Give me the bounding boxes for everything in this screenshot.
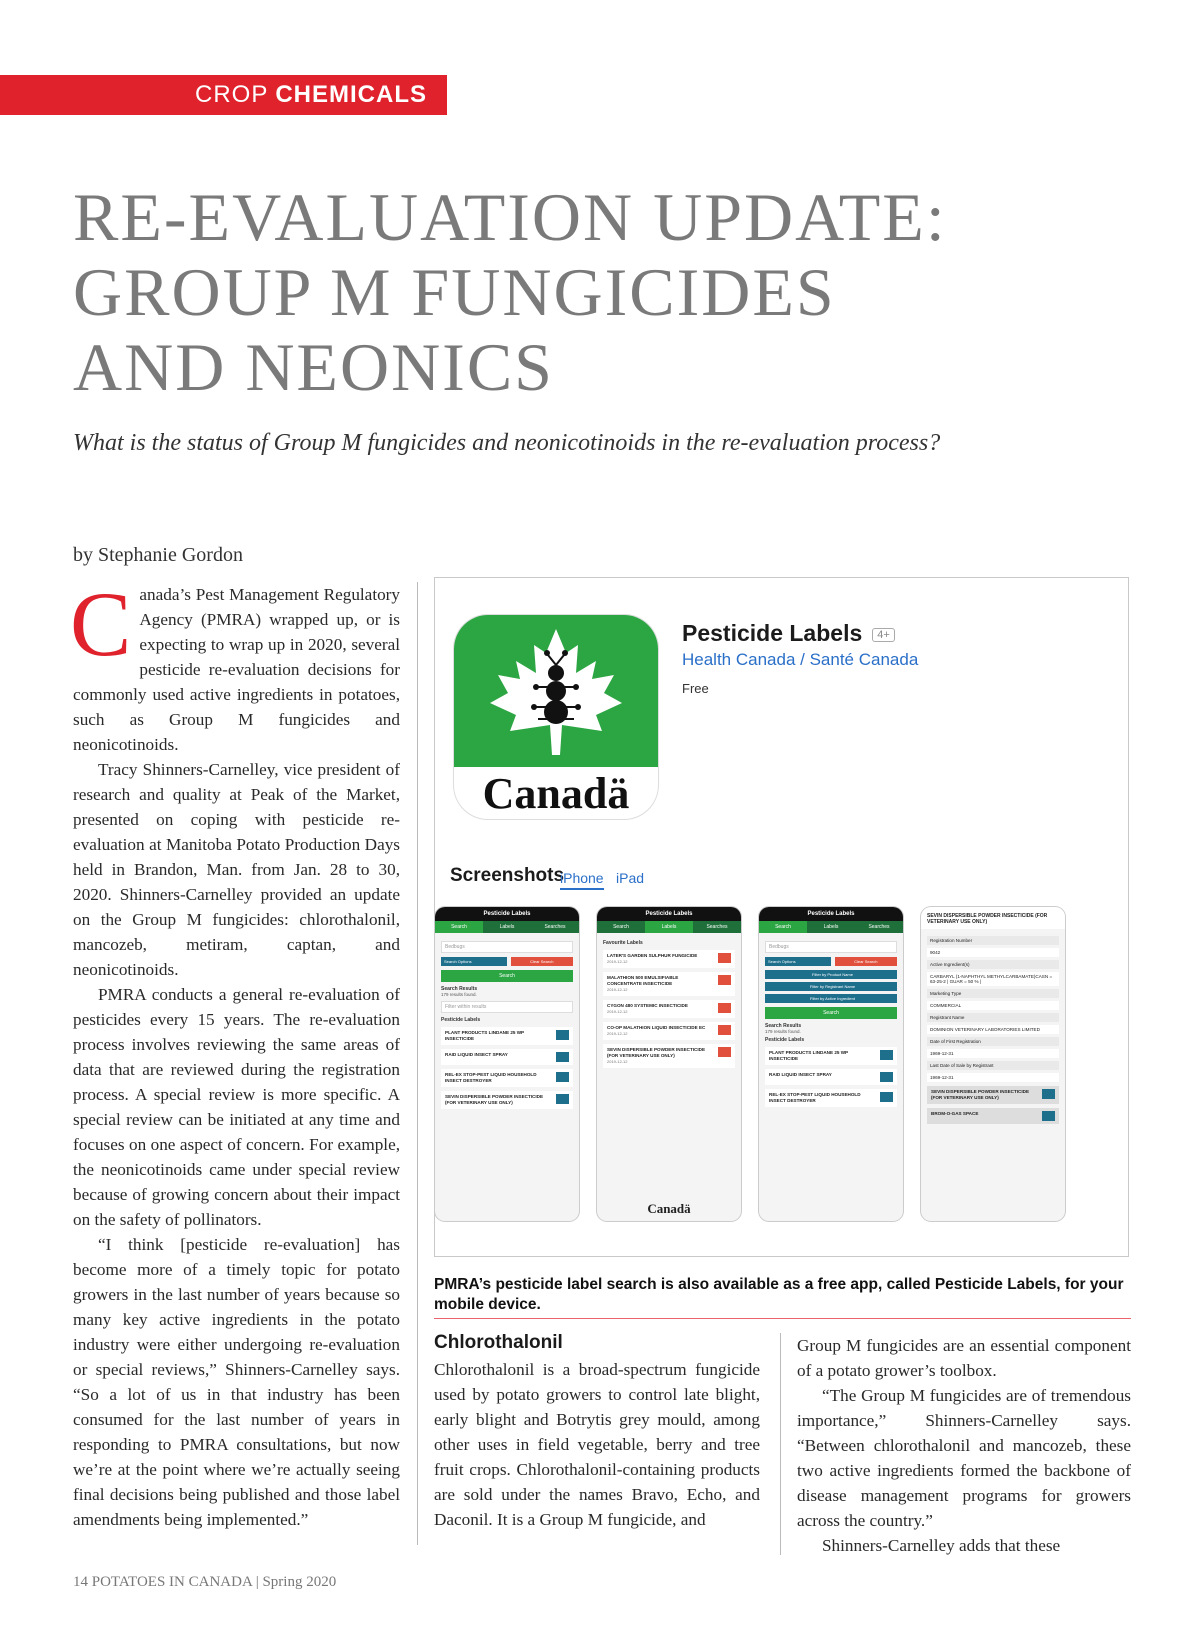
phone-detail-value: 1969-12-31 [927,1073,1059,1082]
phone-search-input: Bedbugs [765,941,897,953]
headline [73,180,947,405]
phone-results-count: 179 results found. [441,992,477,997]
column-divider [417,582,418,1545]
phone-results-heading: Search Results [441,986,478,992]
phone-tab: Search [435,921,483,933]
phone-list-item: REL-EX STOP-PEST LIQUID HOUSEHOLD INSECT DESTROYER [441,1069,573,1087]
deck: What is the status of Group M fungicides and neonicotinoids in the re-evaluation process? [73,430,941,456]
headline-line-3: AND NEONICS [73,329,554,405]
phone-detail-key: Date of First Registration [927,1037,1059,1046]
phone-tab: Search [759,921,807,933]
page-footer: 14 POTATOES IN CANADA | Spring 2020 [73,1574,337,1590]
headline-line-1: RE-EVALUATION UPDATE: [73,179,947,255]
phone-title: Pesticide Labels [759,907,903,921]
paragraph: Shinners-Carnelley adds that these [822,1536,1061,1555]
phone-tabbar [759,921,903,933]
phone-tab: Search [613,924,629,930]
drop-cap: C [70,573,132,675]
article-column-1 [70,573,400,1532]
app-store-figure [434,577,1129,1257]
app-icon [454,615,658,819]
phone-tabbar [597,921,741,933]
column-divider [780,1333,781,1555]
phone-results-count: 179 results found. [765,1029,801,1034]
page-number: 14 [73,1574,88,1590]
section-prefix: CROP [194,81,269,108]
phone-favourites-header: Favourite Labels [603,940,643,946]
screenshots-heading: Screenshots [450,865,565,886]
phone-detail-key: Active Ingredient(s) [927,960,1059,969]
paragraph: “I think [pesticide re-evaluation] has become more of a timely topic for potato growers in the last number of years because so many key active ingredients in the potato industry were either undergoing re-evaluation or special reviews,” Shinners-Carnelley says. “So a lot of us in that industry has been consumed for the last number of years in responding to PMRA consultations, but now we’re at the point where we’re actually seeing final decisions being published and those label amendments being implemented.” [73,1235,400,1529]
paragraph: Group M fungicides are an essential component of a potato grower’s toolbox. [797,1336,1131,1380]
app-icon-background [454,615,658,767]
phone-detail-value: CARBARYL (1-NAPHTHYL METHYLCARBAMATE)CASN = 63-25-2 | GUAR = 50 % | [927,972,1059,986]
phone-favourite-item: MALATHION 500 EMULSIFIABLE CONCENTRATE INSECTICIDE 2019-12-12 [603,972,735,996]
phone-list-item: BROM-O-GAS SPACE [927,1108,1059,1124]
age-rating-badge: 4+ [872,628,895,642]
phone-search-options: Search Options [441,957,507,966]
phone-favourite-item: LATER'S GARDEN SULPHUR FUNGICIDE 2019-12-12 [603,950,735,968]
phone-tab: Labels [823,924,839,930]
paragraph: Chlorothalonil is a broad-spectrum fungicide used by potato growers to control late blight, early blight and Botrytis grey mould, among other uses in field vegetable, berry and tree fruit crops. Chlorothalonil-containing products are sold under the names Bravo, Echo, and Daconil. It is a Group M fungicide, and [434,1360,760,1529]
phone-detail-value: 9042 [927,948,1059,957]
figure-caption: PMRA’s pesticide label search is also available as a free app, called Pesticide Labels, for your mobile device. [434,1276,1124,1313]
phone-detail-title: SEVIN DISPERSIBLE POWDER INSECTICIDE (FOR VETERINARY USE ONLY) [921,907,1065,929]
phone-list-item: RAID LIQUID INSECT SPRAY [765,1069,897,1085]
phone-clear-search: Clear Search [835,957,898,966]
phone-search-button: Search [441,970,573,982]
paragraph: PMRA conducts a general re-evaluation of pesticides every 15 years. The re-evaluation process involves reviewing the same areas of data that are reviewed during the registration process. A special review is more specific. A special review can be initiated at any time and focuses on one aspect of concern. For example, the neonicotinoids came under special review because of growing concern about their impact on the safety of pollinators. [73,985,400,1229]
phone-search-button: Search [765,1007,897,1019]
phone-detail-key: Last Date of Sale by Registrant [927,1061,1059,1070]
phone-list-item: SEVIN DISPERSIBLE POWDER INSECTICIDE (FOR VETERINARY USE ONLY) [927,1086,1059,1104]
article-column-2 [434,1357,760,1532]
phone-clear-search: Clear Search [511,957,574,966]
issue: Spring 2020 [262,1574,337,1590]
phone-tab: Searches [706,924,728,930]
phone-detail-key: Registrant Name [927,1013,1059,1022]
app-title [682,620,895,647]
paragraph: anada’s Pest Management Regulatory Agency (PMRA) wrapped up, or is expecting to wrap up in 2020, several pesticide re-evaluation decisions for commonly used active ingredients in potatoes, such as Group M fungicides and neonicotinoids. [73,585,400,754]
phone-tab: Searches [868,924,890,930]
app-name: Pesticide Labels [682,620,863,646]
phone-canada-wordmark: Canadä [647,1201,691,1216]
canada-wordmark: Canadä [482,769,630,818]
publication-name: POTATOES IN CANADA [91,1574,252,1590]
phone-title: Pesticide Labels [597,907,741,921]
article-column-3 [797,1333,1131,1558]
phone-tabbar [435,921,579,933]
phone-tab: Labels [499,924,515,930]
screenshot-label-detail[interactable] [921,907,1065,1221]
phone-list-header: Pesticide Labels [441,1017,481,1023]
section-label: CHEMICALS [275,81,427,108]
phone-list-item: REL-EX STOP-PEST LIQUID HOUSEHOLD INSECT DESTROYER [765,1089,897,1107]
phone-search-options: Search Options [765,957,831,966]
phone-favourite-item: CO-OP MALATHION LIQUID INSECTICIDE EC 2019-12-12 [603,1022,735,1040]
phone-list-header: Pesticide Labels [765,1037,805,1043]
section-tag [0,75,447,115]
phone-detail-value: DOMINION VETERINARY LABORATORIES LIMITED [927,1025,1059,1034]
phone-filter-input: Filter within results [441,1001,573,1013]
phone-title: Pesticide Labels [435,907,579,921]
phone-list-item: RAID LIQUID INSECT SPRAY [441,1049,573,1065]
screenshot-search[interactable] [435,907,579,1221]
phone-tab: Searches [544,924,566,930]
phone-detail-value: 1969-12-31 [927,1049,1059,1058]
phone-list-item: SEVIN DISPERSIBLE POWDER INSECTICIDE (FOR VETERINARY USE ONLY) [441,1091,573,1109]
paragraph: Tracy Shinners-Carnelley, vice president of research and quality at Peak of the Market, presented on coping with pesticide re-evaluation at Manitoba Potato Production Days held in Brandon, Man. from Jan. 28 to 30, 2020. Shinners-Carnelley provided an update on the Group M fungicides: chlorothalonil, mancozeb, metiram, captan, and neonicotinoids. [73,760,400,979]
app-developer-link[interactable]: Health Canada / Santé Canada [682,650,919,669]
phone-filter-registrant: Filter by Registrant Name [765,982,897,991]
screenshot-search-options[interactable] [759,907,903,1221]
tab-ipad[interactable]: iPad [616,870,645,886]
maple-leaf-bug-icon [454,615,658,767]
phone-tab: Labels [645,921,693,933]
phone-favourite-item: CYGON 480 SYSTEMIC INSECTICIDE 2019-12-12 [603,1000,735,1018]
subhead-chlorothalonil: Chlorothalonil [434,1332,563,1353]
byline: by Stephanie Gordon [73,544,243,566]
phone-list-item: PLANT PRODUCTS LINDANE 25 WP INSECTICIDE [441,1027,573,1045]
paragraph: “The Group M fungicides are of tremendous importance,” Shinners-Carnelley says. “Between chlorothalonil and mancozeb, these two active ingredients formed the backbone of disease management programs for growers across the country.” [797,1386,1131,1530]
phone-filter-product: Filter by Product Name [765,970,897,979]
screenshot-favourites[interactable] [597,907,741,1221]
phone-detail-key: Marketing Type [927,989,1059,998]
caption-rule [434,1318,1131,1319]
phone-filter-ingredient: Filter by Active Ingredient [765,994,897,1003]
phone-detail-value: COMMERCIAL [927,1001,1059,1010]
app-price: Free [682,681,709,696]
phone-results-heading: Search Results [765,1023,802,1029]
phone-detail-key: Registration Number [927,936,1059,945]
headline-line-2: GROUP M FUNGICIDES [73,254,836,330]
phone-list-item: PLANT PRODUCTS LINDANE 25 WP INSECTICIDE [765,1047,897,1065]
tab-iphone[interactable]: iPhone [560,870,604,890]
phone-search-input: Bedbugs [441,941,573,953]
phone-favourite-item: SEVIN DISPERSIBLE POWDER INSECTICIDE (FOR VETERINARY USE ONLY) 2019-12-12 [603,1044,735,1068]
